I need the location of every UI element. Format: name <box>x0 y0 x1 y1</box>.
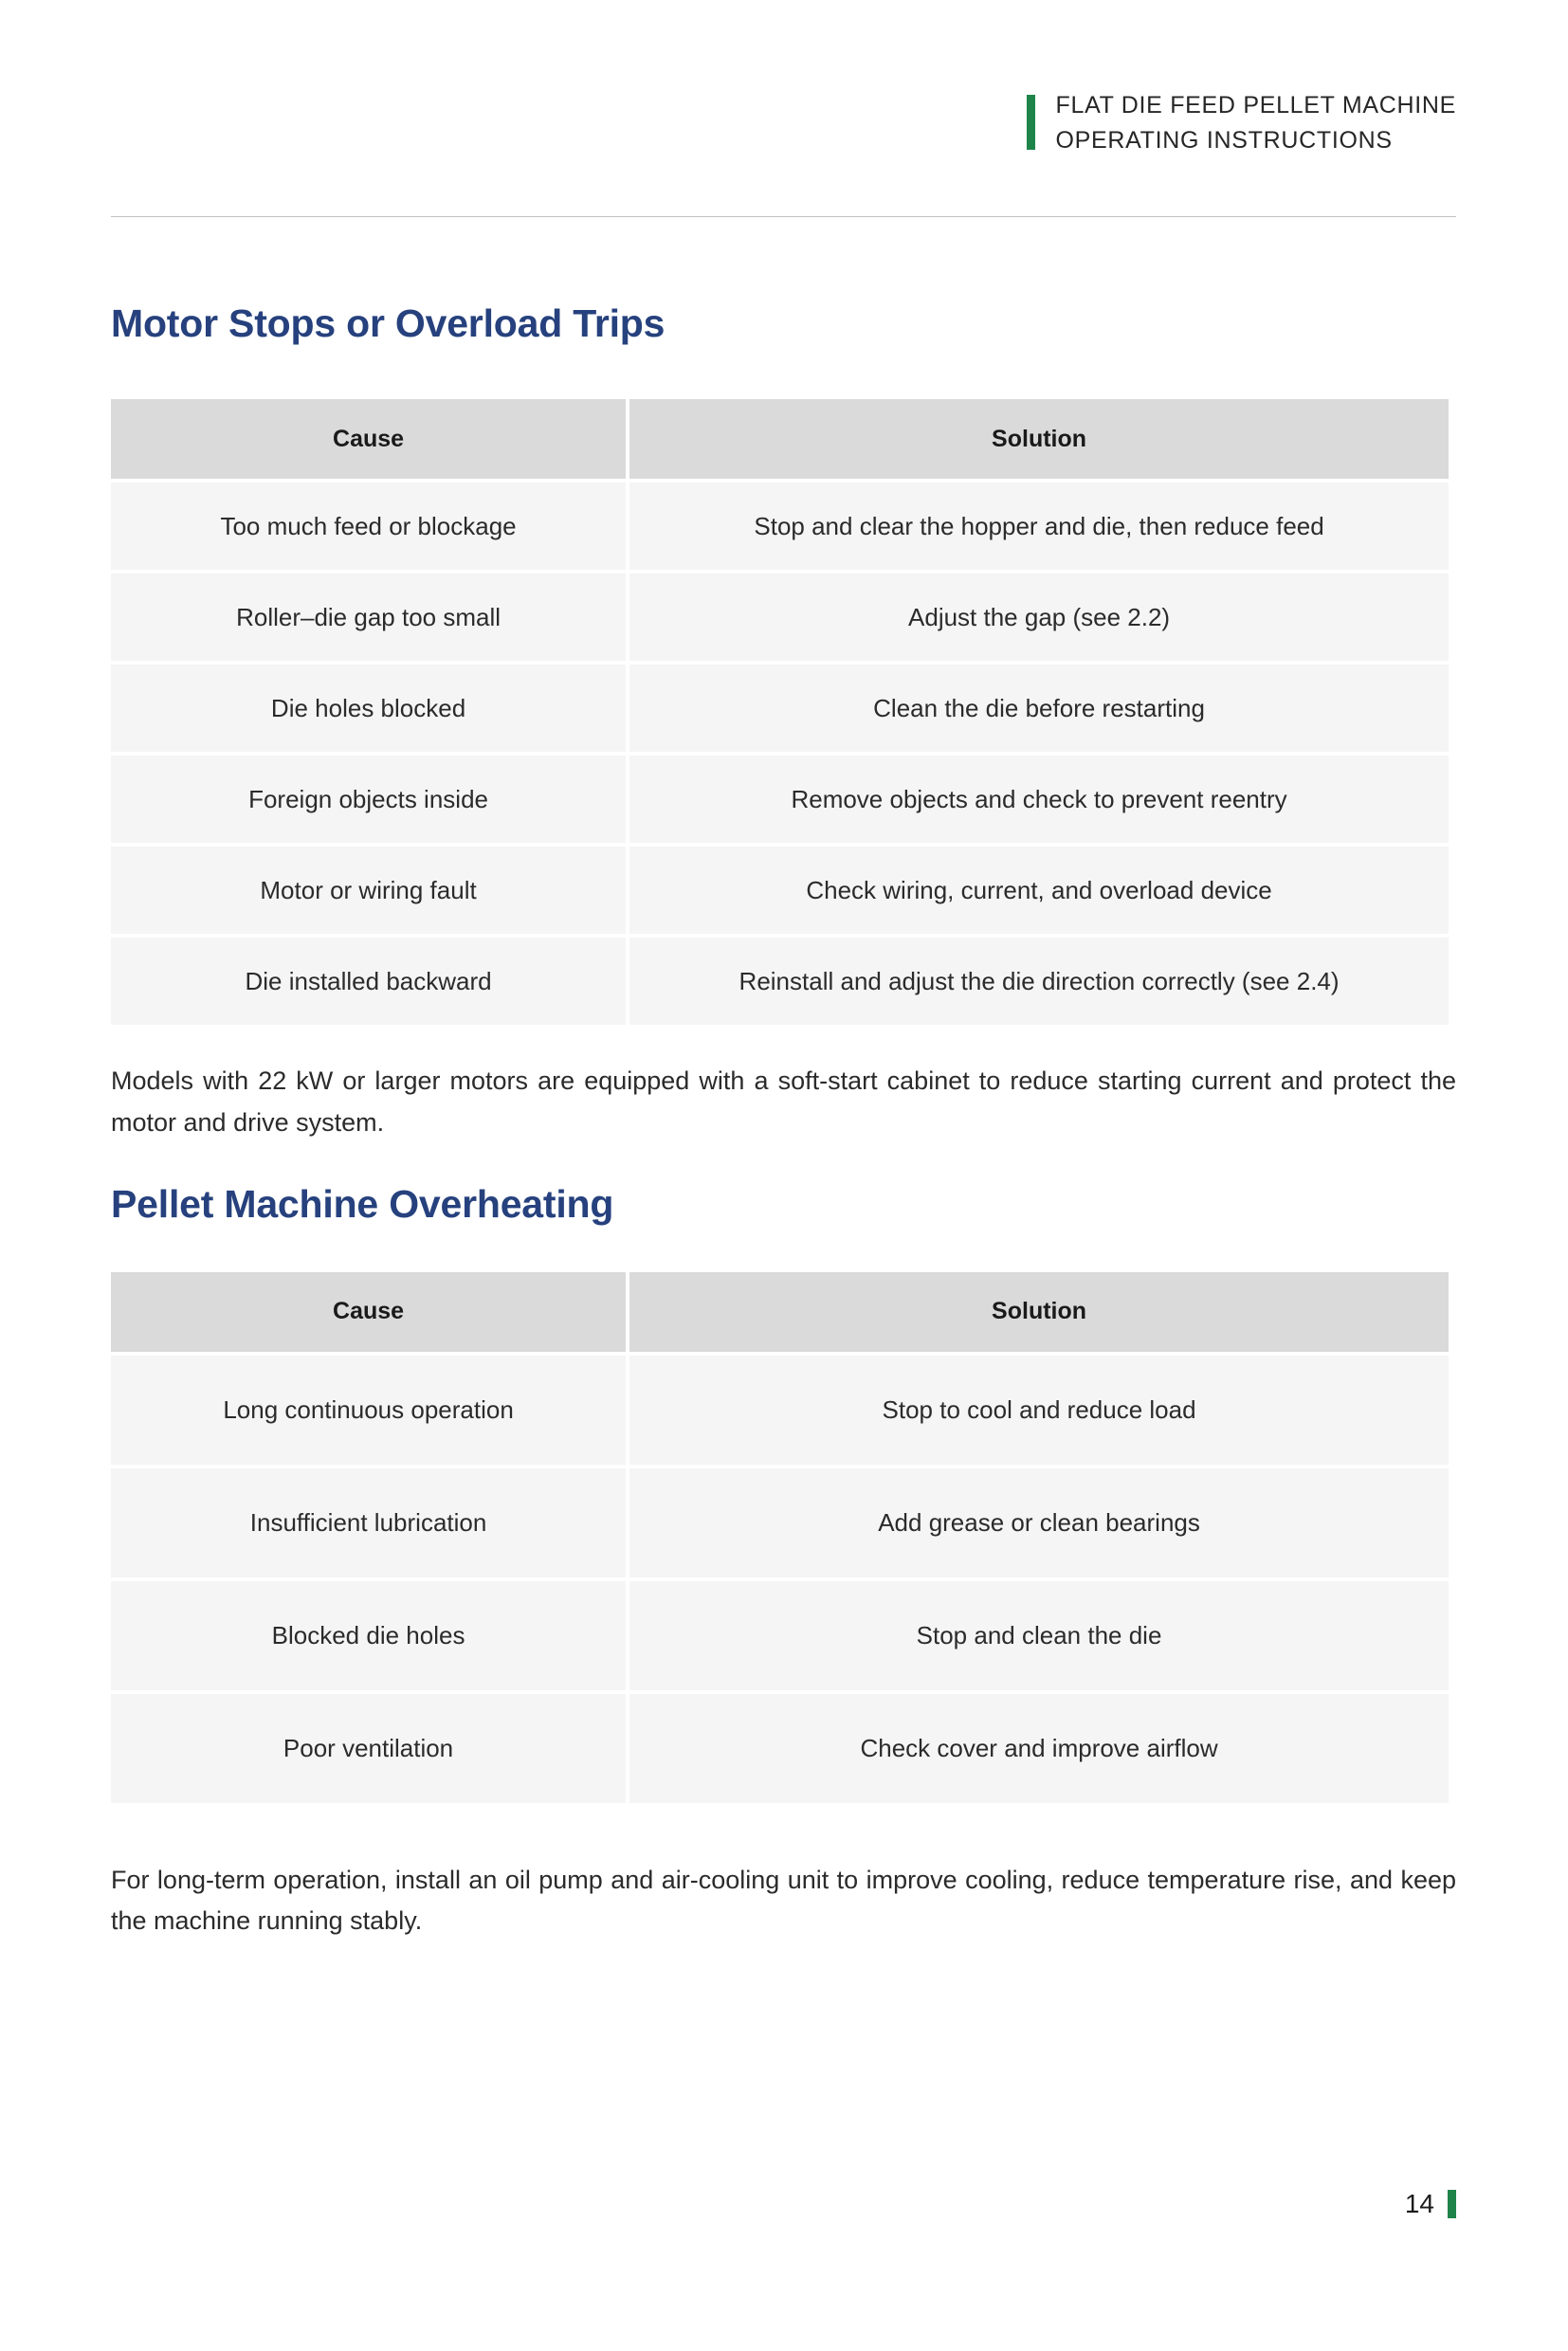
cell-solution: Stop and clear the hopper and die, then reduce feed <box>629 483 1449 570</box>
green-accent-bar-icon <box>1448 2190 1456 2218</box>
table-row <box>111 1468 1449 1577</box>
header-divider-rule <box>111 216 1456 217</box>
page-number: 14 <box>1404 2189 1434 2218</box>
table-row <box>111 1581 1449 1690</box>
cell-solution: Remove objects and check to prevent reentry <box>629 756 1449 843</box>
cell-solution: Reinstall and adjust the die direction correctly (see 2.4) <box>629 938 1449 1025</box>
cell-cause: Die holes blocked <box>111 665 626 752</box>
table-row <box>111 938 1449 1025</box>
table-row <box>111 483 1449 570</box>
note-paragraph-soft-start: Models with 22 kW or larger motors are equipped with a soft-start cabinet to reduce starting current and protect the motor and drive system. <box>111 1066 1456 1137</box>
cell-cause: Blocked die holes <box>111 1581 626 1690</box>
header-title-line-1: FLAT DIE FEED PELLET MACHINE <box>1055 92 1456 118</box>
table-row <box>111 574 1449 661</box>
cell-cause: Poor ventilation <box>111 1694 626 1803</box>
column-header-cause: Cause <box>111 1272 626 1352</box>
table-row <box>111 665 1449 752</box>
table-row <box>111 847 1449 934</box>
cause-solution-table-motor-stops <box>107 395 1452 1029</box>
section-title-motor-stops: Motor Stops or Overload Trips <box>111 301 665 345</box>
cell-cause: Long continuous operation <box>111 1356 626 1465</box>
section-title-overheating: Pellet Machine Overheating <box>111 1181 614 1226</box>
page-content <box>111 301 1456 1942</box>
cell-solution: Adjust the gap (see 2.2) <box>629 574 1449 661</box>
table-row <box>111 1694 1449 1803</box>
cell-solution: Add grease or clean bearings <box>629 1468 1449 1577</box>
document-header <box>111 91 1456 155</box>
column-header-cause: Cause <box>111 399 626 479</box>
table-row <box>111 1356 1449 1465</box>
cell-solution: Stop and clean the die <box>629 1581 1449 1690</box>
cell-cause: Die installed backward <box>111 938 626 1025</box>
table-row <box>111 756 1449 843</box>
cell-cause: Insufficient lubrication <box>111 1468 626 1577</box>
cell-cause: Roller–die gap too small <box>111 574 626 661</box>
table-header-row <box>111 399 1449 479</box>
cell-cause: Foreign objects inside <box>111 756 626 843</box>
header-title-block <box>1056 91 1456 155</box>
table-header-row <box>111 1272 1449 1352</box>
cell-solution: Check cover and improve airflow <box>629 1694 1449 1803</box>
cell-solution: Clean the die before restarting <box>629 665 1449 752</box>
document-footer <box>111 2190 1456 2218</box>
header-title-line-2: OPERATING INSTRUCTIONS <box>1055 126 1393 154</box>
cell-solution: Check wiring, current, and overload device <box>629 847 1449 934</box>
column-header-solution: Solution <box>629 1272 1449 1352</box>
cell-cause: Too much feed or blockage <box>111 483 626 570</box>
header-inner <box>1027 91 1456 155</box>
cell-cause: Motor or wiring fault <box>111 847 626 934</box>
cause-solution-table-overheating <box>107 1268 1452 1807</box>
green-accent-bar-icon <box>1027 95 1035 150</box>
cell-solution: Stop to cool and reduce load <box>629 1356 1449 1465</box>
note-paragraph-long-term: For long-term operation, install an oil pump and air-cooling unit to improve cooling, reduce temperature rise, and keep the machine running stably. <box>111 1865 1456 1936</box>
column-header-solution: Solution <box>629 399 1449 479</box>
